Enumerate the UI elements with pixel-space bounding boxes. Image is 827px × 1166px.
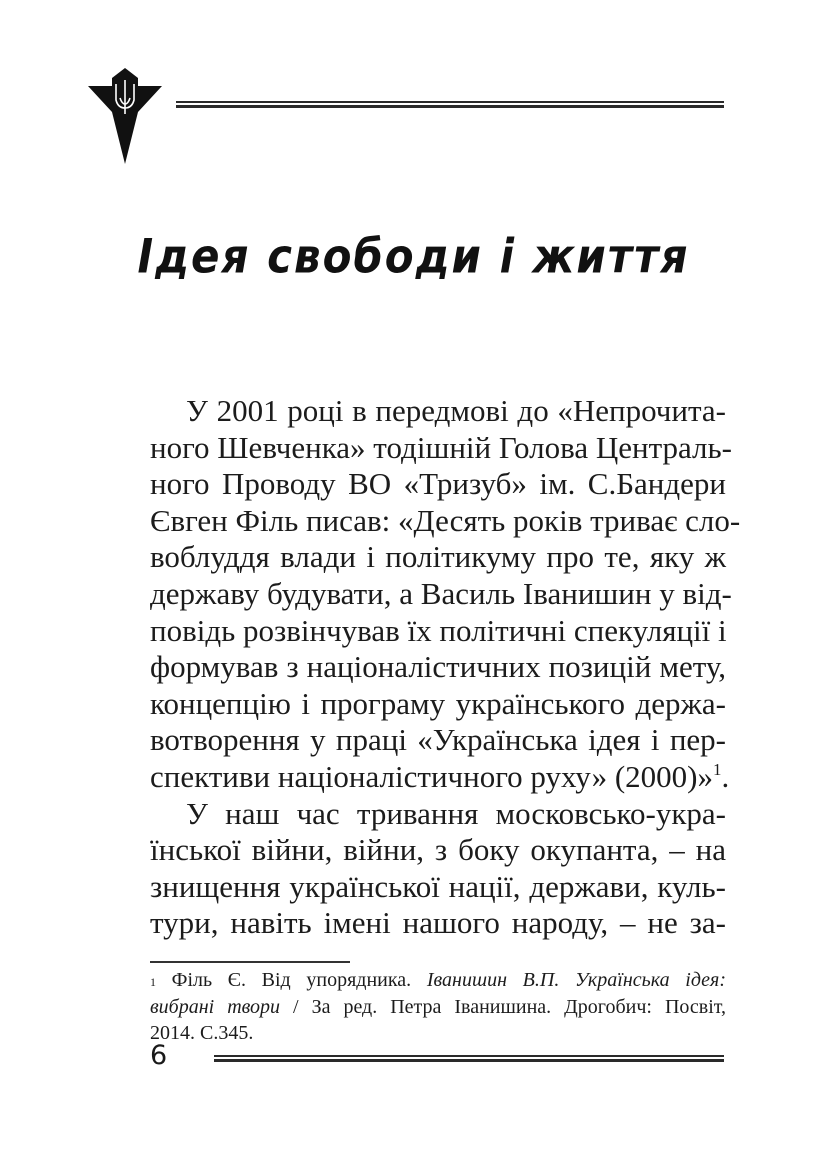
- text-line-content: спективи націоналістичного руху» (2000)»: [150, 758, 713, 794]
- page-number: 6: [150, 1040, 168, 1071]
- text-line: повідь розвінчував їх політичні спекуляції і: [150, 612, 727, 648]
- text-line: У наш час тривання московсько-укра-: [186, 795, 726, 831]
- text-line: ного Шевченка» тодішній Голова Централь-: [150, 429, 732, 465]
- sentence-end: .: [721, 758, 730, 794]
- footnote: [150, 967, 726, 1047]
- text-line: їнської війни, війни, з боку окупанта, – на: [150, 832, 726, 868]
- text-line: концепцію і програму українського держа-: [150, 685, 726, 721]
- text-line: тури, навіть імені нашого народу, – не за-: [150, 905, 726, 941]
- trident-arrow-emblem-icon: [88, 68, 162, 164]
- text-line-last: [150, 758, 730, 796]
- footnote-line: [150, 994, 726, 1021]
- footnote-separator: [150, 961, 350, 963]
- text-line: знищення української нації, держави, куль-: [150, 868, 726, 904]
- footnote-author: Філь Є. Від упорядника.: [171, 969, 412, 991]
- footnote-publication: / За ред. Петра Іванишина. Дрогобич: Посвіт,: [293, 995, 726, 1018]
- text-line: вотворення у праці «Українська ідея і пер-: [150, 722, 726, 758]
- header-double-rule: [176, 101, 724, 108]
- footnote-line: 2014. С.345.: [150, 1022, 254, 1044]
- main-text: [150, 393, 741, 942]
- footnote-source-title-cont: вибрані твори: [150, 995, 281, 1018]
- text-line: У 2001 році в передмові до «Непрочита-: [186, 393, 726, 428]
- footnote-number: 1: [150, 975, 156, 989]
- chapter-title: Ідея свободи і життя: [137, 229, 690, 284]
- footnote-line: [150, 967, 726, 994]
- text-line: формував з націоналістичних позицій мету,: [150, 649, 726, 685]
- footnote-reference[interactable]: 1: [712, 759, 722, 779]
- footer-double-rule: [214, 1055, 724, 1062]
- text-line: Євген Філь писав: «Десять років триває сло-: [150, 502, 741, 538]
- text-line: державу будувати, а Василь Іванишин у від-: [150, 575, 732, 611]
- footnote-source-title: Іванишин В.П. Українська ідея:: [426, 969, 727, 991]
- text-line: ного Проводу ВО «Тризуб» ім. С.Бандери: [150, 466, 726, 502]
- text-line: воблуддя влади і політикуму про те, яку ж: [150, 539, 726, 575]
